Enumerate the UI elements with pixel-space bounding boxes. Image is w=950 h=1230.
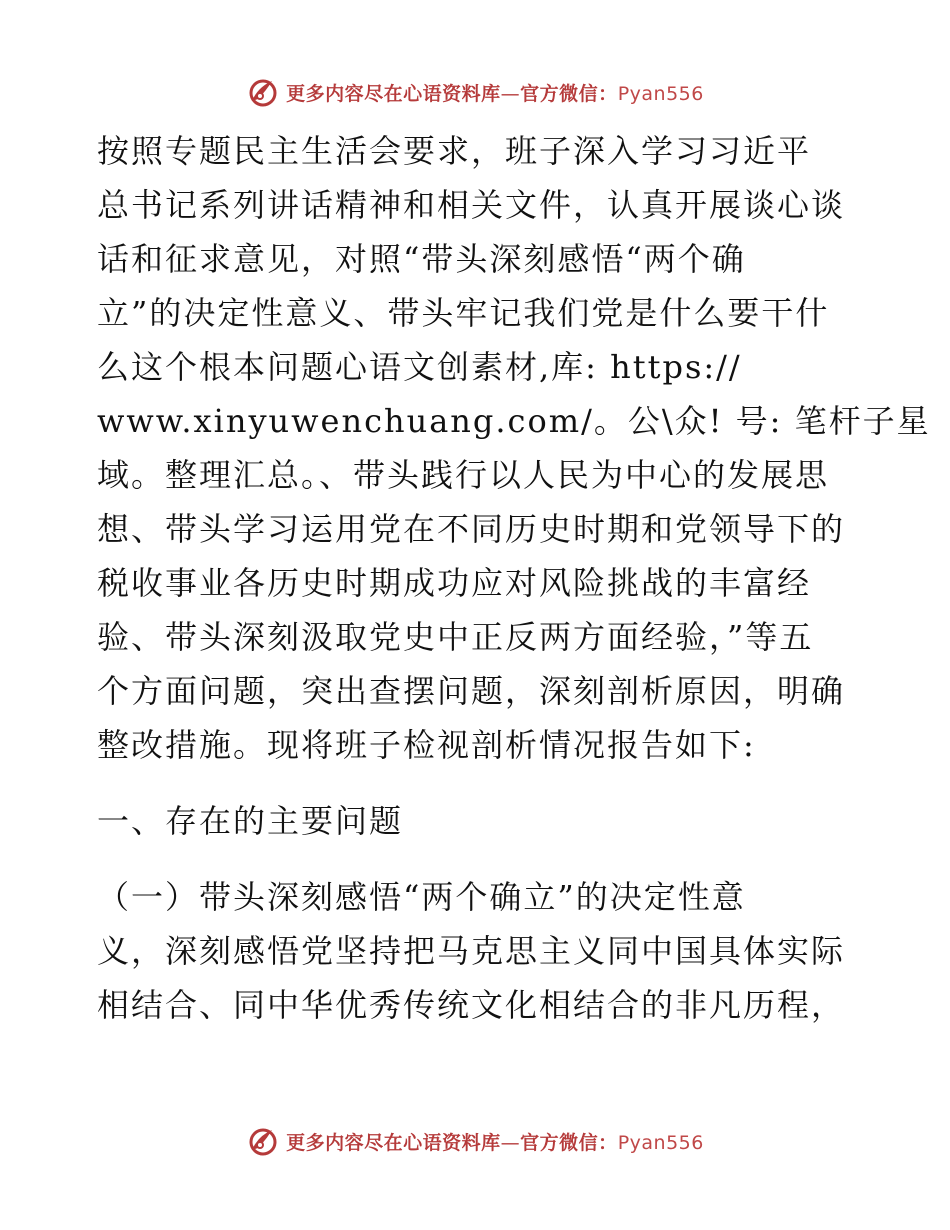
paragraph-1 [97,124,931,772]
text-line: 总书记系列讲话精神和相关文件，认真开展谈心谈 [97,186,846,224]
header-dash: — [500,82,521,105]
text-line: 税收事业各历史时期成功应对风险挑战的丰富经 [97,564,812,602]
paragraph-2 [97,870,857,1032]
header-wechat-label: 官方微信： [520,82,618,105]
text-line: 个方面问题，突出查摆问题，深刻剖析原因，明确 [97,672,846,710]
text-line: 想、带头学习运用党在不同历史时期和党领导下的 [97,510,846,548]
section-heading: 一、存在的主要问题 [97,802,404,840]
text-line: 话和征求意见，对照“带头深刻感悟“两个确 [97,240,746,278]
brush-logo-icon [246,1124,280,1158]
text-line: 验、带头深刻汲取党史中正反两方面经验，”等五 [97,618,814,656]
text-line: 么这个根本问题心语文创素材,库: https:// [97,348,742,386]
footer-site-text: 更多内容尽在心语资料库 [286,1131,501,1154]
text-line: 按照专题民主生活会要求，班子深入学习习近平 [97,132,812,170]
document-body [97,124,931,1032]
text-line: （一）带头深刻感悟“两个确立”的决定性意 [97,878,746,916]
text-line: www.xinyuwenchuang.com/。公\众! 号: 笔杆子星 [97,402,931,440]
header-banner-text [286,79,704,106]
text-line: 义，深刻感悟党坚持把马克思主义同中国具体实际 [97,932,846,970]
text-line: 整改措施。现将班子检视剖析情况报告如下: [97,726,756,764]
text-line: 域。整理汇总。、带头践行以人民为中心的发展思 [97,456,830,494]
brush-logo-icon [246,75,280,109]
header-site-text: 更多内容尽在心语资料库 [286,82,501,105]
header-wechat-id: Pyan556 [617,82,704,105]
footer-wechat-label: 官方微信： [520,1131,618,1154]
header-banner [0,72,950,112]
footer-banner-text [286,1128,704,1155]
footer-dash: — [500,1131,521,1154]
text-line: 相结合、同中华优秀传统文化相结合的非凡历程， [97,986,846,1024]
text-line: 立”的决定性意义、带头牢记我们党是什么要干什 [97,294,830,332]
footer-wechat-id: Pyan556 [617,1131,704,1154]
footer-banner [0,1121,950,1161]
